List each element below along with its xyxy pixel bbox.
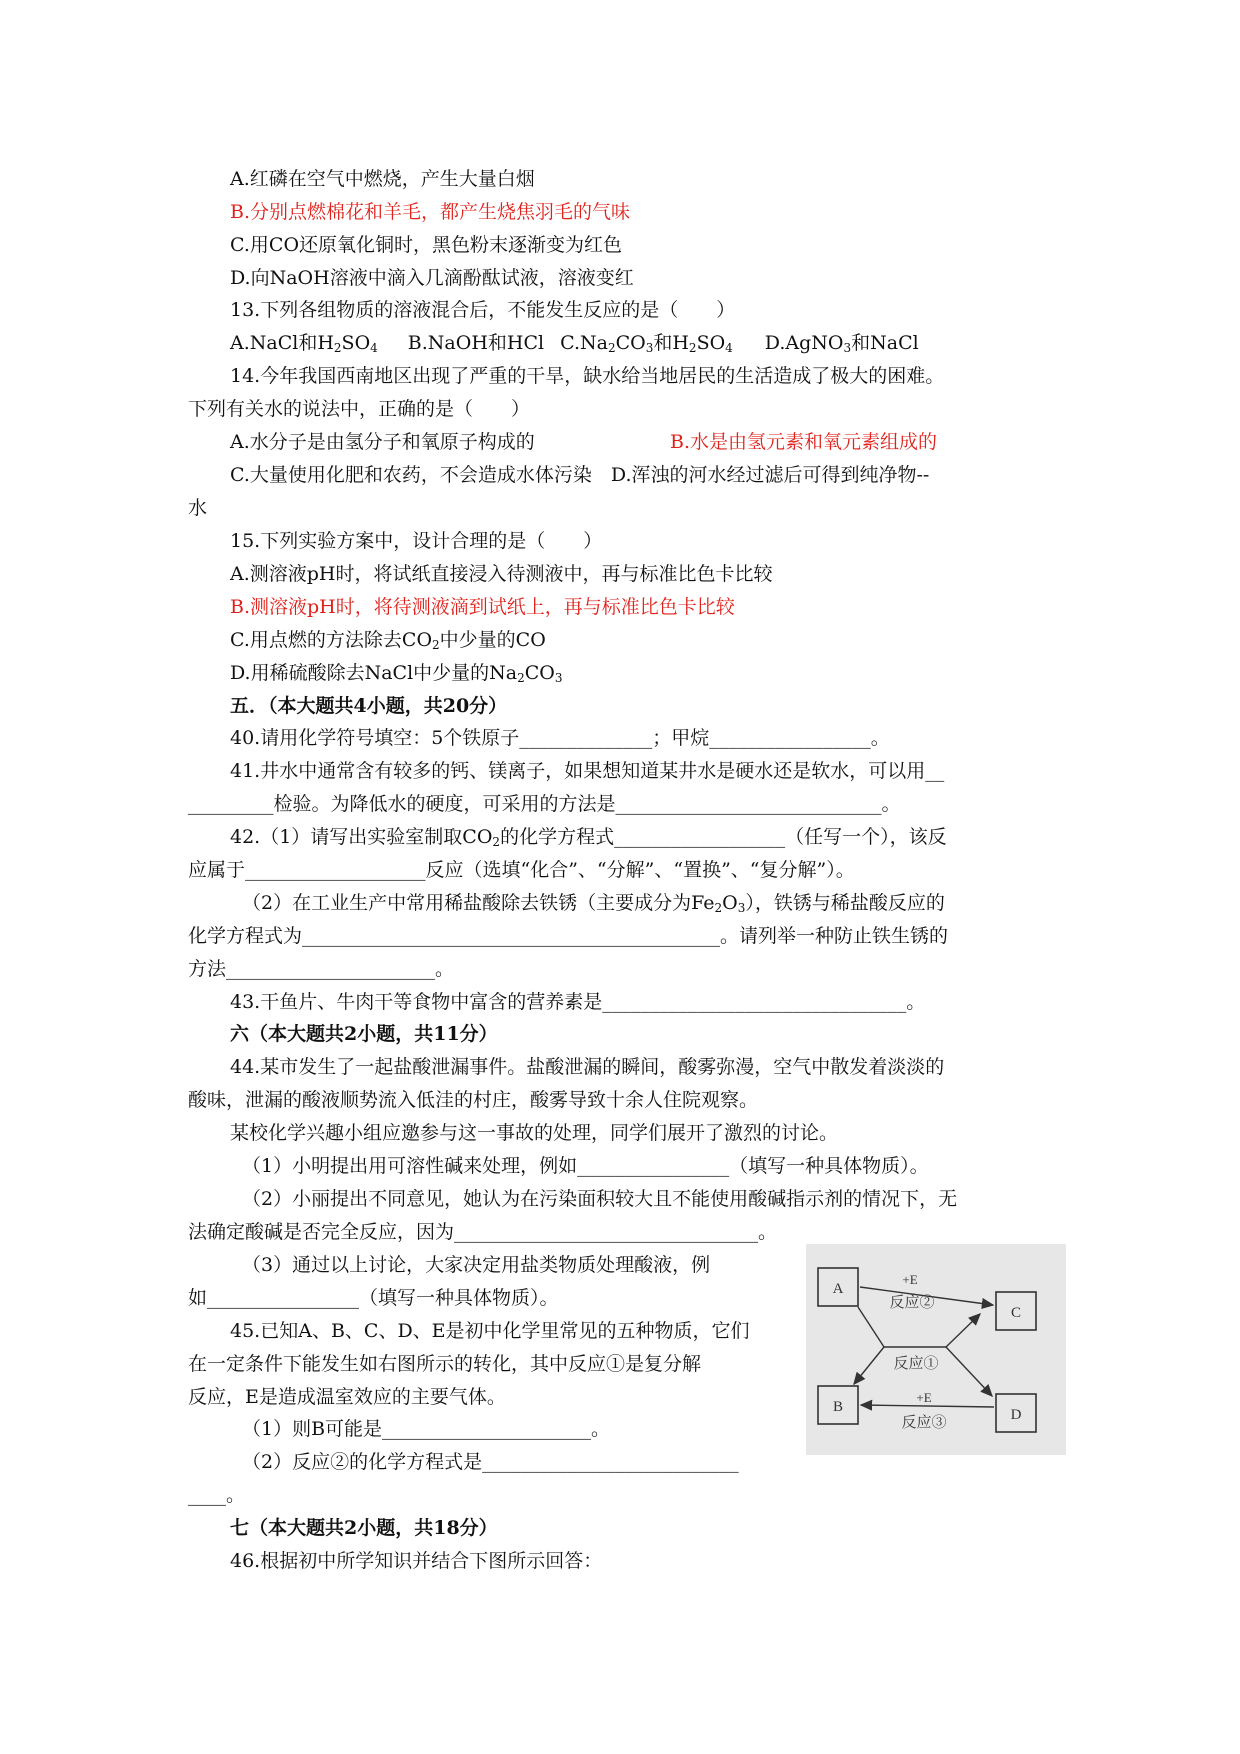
arrow-junction-to-c [946,1314,980,1347]
question-14-cont: 下列有关水的说法中，正确的是（ ） [188,398,531,420]
arrow-junction-to-b [854,1347,884,1384]
question-45-2-cont: ____。 [188,1484,246,1506]
arrow-a-to-c-label: +E [902,1272,918,1287]
question-40: 40.请用化学符号填空：5个铁原子______________；甲烷_________________。 [230,727,890,749]
reaction-1-label: 反应① [893,1356,939,1372]
question-45-cont2: 反应，E是造成温室效应的主要气体。 [188,1386,506,1408]
question-44-2: （2）小丽提出不同意见，她认为在污染面积较大且不能使用酸碱指示剂的情况下，无 [242,1188,958,1210]
option-14b-answer: B.水是由氢元素和氧元素组成的 [670,431,938,453]
box-a-label: A [832,1281,844,1297]
reaction-diagram-svg [806,1244,1066,1455]
question-45-1: （1）则B可能是______________________。 [242,1418,611,1440]
question-15: 15.下列实验方案中，设计合理的是（ ） [230,530,603,552]
question-41: 41.井水中通常含有较多的钙、镁离子，如果想知道某井水是硬水还是软水，可以用__ [230,760,945,782]
arrow-d-to-b [861,1405,994,1407]
question-44-1: （1）小明提出用可溶性碱来处理，例如________________（填写一种具体物质）。 [242,1155,929,1177]
reaction-3-label: 反应③ [901,1415,947,1431]
question-42-2-cont2: 方法______________________。 [188,958,455,980]
question-45-cont: 在一定条件下能发生如右图所示的转化，其中反应①是复分解 [188,1353,702,1375]
option-12b-answer: B.分别点燃棉花和羊毛，都产生烧焦羽毛的气味 [230,201,631,223]
question-44-cont: 酸味，泄漏的酸液顺势流入低洼的村庄，酸雾导致十余人住院观察。 [188,1089,759,1111]
reaction-2-label: 反应② [889,1295,935,1311]
option-15b-answer: B.测溶液pH时，将待测液滴到试纸上，再与标准比色卡比较 [230,596,735,618]
arrow-d-to-b-label: +E [916,1390,932,1405]
question-44-para2: 某校化学兴趣小组应邀参与这一事故的处理，同学们展开了激烈的讨论。 [230,1122,839,1144]
question-42-1-cont: 应属于___________________反应（选填“化合”、“分解”、“置换”、“复分解”）。 [188,859,855,881]
question-46: 46.根据初中所学知识并结合下图所示回答： [230,1550,603,1572]
section-5-heading: 五．（本大题共4小题，共20分） [230,695,508,717]
line-a-to-junction [858,1307,884,1347]
option-13b: B.NaOH和HCl [407,332,545,354]
box-b-label: B [832,1399,844,1415]
option-12a: A.红磷在空气中燃烧，产生大量白烟 [230,168,535,190]
section-6-heading: 六（本大题共2小题，共11分） [230,1023,498,1045]
question-45-2: （2）反应②的化学方程式是___________________________ [242,1451,739,1473]
option-14a: A.水分子是由氢分子和氧原子构成的 [230,431,535,453]
question-13-options [230,330,919,356]
question-14: 14.今年我国西南地区出现了严重的干旱，缺水给当地居民的生活造成了极大的困难。 [230,365,945,387]
option-12c: C.用CO还原氧化铜时，黑色粉末逐渐变为红色 [230,234,623,256]
question-41-cont: _________检验。为降低水的硬度，可采用的方法是____________________________。 [188,793,901,815]
option-12d: D.向NaOH溶液中滴入几滴酚酞试液，溶液变红 [230,267,634,289]
option-14cd: C.大量使用化肥和农药，不会造成水体污染 D.浑浊的河水经过滤后可得到纯净物-- [230,464,930,486]
section-7-heading: 七（本大题共2小题，共18分） [230,1517,498,1539]
question-42-1: 42.（1）请写出实验室制取$CO_2$的化学方程式__________________（任写一个），该反 [230,826,947,849]
question-44-3: （3）通过以上讨论，大家决定用盐类物质处理酸液，例 [242,1254,711,1276]
option-15a: A.测溶液pH时，将试纸直接浸入待测液中，再与标准比色卡比较 [230,563,773,585]
question-13: 13.下列各组物质的溶液混合后，不能发生反应的是（ ） [230,299,736,321]
question-44-3-cont: 如________________（填写一种具体物质）。 [188,1287,559,1309]
option-13d: D.AgNO$_3$和NaCl [764,332,919,355]
option-13a: A.NaCl和$H_2SO_4$ [230,332,378,355]
box-c-label: C [1010,1305,1022,1321]
option-13c: $C.Na_2CO_3$和$H_2SO_4$ [560,332,733,355]
question-42-2: （2）在工业生产中常用稀盐酸除去铁锈（主要成分为$Fe_2O_3$），铁锈与稀盐酸反应的 [242,892,945,915]
option-15d: D.用稀硫酸除去NaCl中少量的$Na_2CO_3$ [230,662,563,685]
question-44-2-cont: 法确定酸碱是否完全反应，因为________________________________。 [188,1221,778,1243]
arrow-junction-to-d [946,1347,992,1396]
reaction-diagram [806,1244,1066,1455]
question-45: 45.已知A、B、C、D、E是初中化学里常见的五种物质，它们 [230,1320,750,1342]
question-42-2-cont: 化学方程式为____________________________________________。请列举一种防止铁生锈的 [188,925,949,947]
question-43: 43.干鱼片、牛肉干等食物中富含的营养素是________________________________。 [230,991,926,1013]
question-44: 44.某市发生了一起盐酸泄漏事件。盐酸泄漏的瞬间，酸雾弥漫，空气中散发着淡淡的 [230,1056,945,1078]
option-15c: C.用点燃的方法除去$CO_2$中少量的CO [230,629,546,652]
box-d-label: D [1010,1407,1022,1423]
option-14d-cont: 水 [188,497,208,519]
